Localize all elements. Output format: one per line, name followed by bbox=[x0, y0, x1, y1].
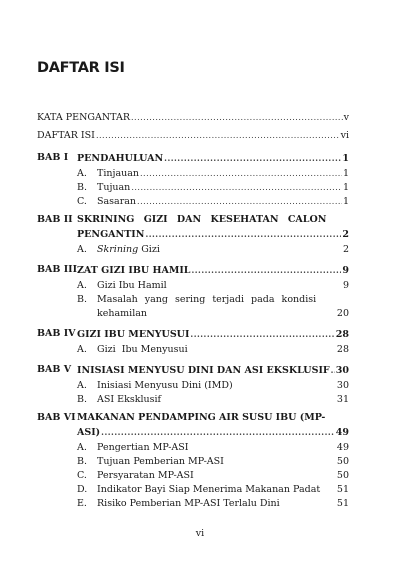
chapter-page: 30 bbox=[335, 365, 349, 376]
section-page: 31 bbox=[336, 394, 349, 405]
chapter-page: 9 bbox=[342, 265, 349, 276]
chapter-title: ZAT GIZI IBU HAMIL bbox=[77, 265, 191, 276]
chapter-title: INISIASI MENYUSU DINI DAN ASI EKSKLUSIF bbox=[77, 365, 330, 376]
toc-section bbox=[97, 168, 349, 180]
section-title: Risiko Pemberian MP-ASI Terlalu Dini bbox=[97, 498, 280, 509]
section-title: Tinjauan bbox=[97, 168, 140, 179]
toc-chapter-3 bbox=[77, 264, 349, 277]
section-page: 50 bbox=[336, 470, 349, 481]
leader-dots bbox=[131, 182, 342, 194]
chapter-title: PENDAHULUAN bbox=[77, 153, 164, 164]
section-letter: A. bbox=[77, 380, 87, 391]
toc-section bbox=[97, 470, 349, 482]
section-title: Persyaratan MP-ASI bbox=[97, 470, 194, 481]
leader-dots bbox=[331, 364, 335, 376]
toc-section bbox=[97, 280, 349, 292]
toc-chapter-2 bbox=[77, 228, 349, 241]
section-letter: A. bbox=[77, 280, 87, 291]
chapter-number: BAB I bbox=[37, 152, 69, 163]
section-title: Tujuan bbox=[97, 182, 131, 193]
section-title: Inisiasi Menyusu Dini (IMD) bbox=[97, 380, 233, 391]
section-title-line2: kehamilan bbox=[97, 308, 148, 319]
section-title: Skrining Gizi bbox=[97, 244, 160, 255]
leader-dots bbox=[145, 228, 341, 240]
section-page: 1 bbox=[342, 182, 349, 193]
section-title: Indikator Bayi Siap Menerima Makanan Padat bbox=[97, 484, 321, 495]
chapter-number: BAB II bbox=[37, 214, 73, 225]
toc-section bbox=[97, 456, 349, 468]
section-letter: C. bbox=[77, 470, 87, 481]
section-page: 9 bbox=[342, 280, 349, 291]
chapter-number: BAB III bbox=[37, 264, 78, 275]
toc-entry-label: KATA PENGANTAR bbox=[37, 112, 130, 123]
section-title-line1: Masalah yang sering terjadi pada kondisi bbox=[97, 294, 317, 305]
section-letter: A. bbox=[77, 244, 87, 255]
section-title: Tujuan Pemberian MP-ASI bbox=[97, 456, 224, 467]
chapter-title: GIZI IBU MENYUSUI bbox=[77, 329, 190, 340]
section-title: Gizi Ibu Menyusui bbox=[97, 344, 188, 355]
toc-section bbox=[97, 196, 349, 208]
toc-entry-kata-pengantar bbox=[37, 112, 349, 124]
chapter-number: BAB VI bbox=[37, 412, 76, 423]
toc-section bbox=[97, 182, 349, 194]
section-letter: B. bbox=[77, 394, 88, 405]
chapter-title-line1: MAKANAN PENDAMPING AIR SUSU IBU (MP- bbox=[77, 412, 326, 423]
leader-dots bbox=[101, 426, 335, 438]
toc-entry-page: vi bbox=[340, 130, 349, 141]
section-title: Pengertian MP-ASI bbox=[97, 442, 189, 453]
chapter-title-line2: ASI) bbox=[77, 427, 101, 438]
section-letter: E. bbox=[77, 498, 87, 509]
chapter-title-line1: SKRINING GIZI DAN KESEHATAN CALON bbox=[77, 214, 327, 225]
toc-section bbox=[97, 344, 349, 356]
chapter-page: 28 bbox=[335, 329, 349, 340]
toc-section bbox=[97, 244, 349, 256]
section-page: 1 bbox=[342, 168, 349, 179]
chapter-page: 2 bbox=[342, 229, 349, 240]
section-page: 1 bbox=[342, 196, 349, 207]
chapter-page: 1 bbox=[342, 153, 349, 164]
toc-entry-label: DAFTAR ISI bbox=[37, 130, 95, 141]
toc-chapter-4 bbox=[77, 328, 349, 341]
toc-section bbox=[97, 308, 349, 320]
toc-section bbox=[97, 498, 349, 510]
page-number: vi bbox=[195, 528, 205, 539]
leader-dots bbox=[137, 196, 342, 208]
toc-chapter-6 bbox=[77, 426, 349, 439]
section-page: 51 bbox=[336, 484, 349, 495]
toc-entry-daftar-isi bbox=[37, 130, 349, 142]
chapter-number: BAB V bbox=[37, 364, 72, 375]
chapter-number: BAB IV bbox=[37, 328, 76, 339]
leader-dots bbox=[190, 328, 334, 340]
section-letter: A. bbox=[77, 168, 87, 179]
leader-dots bbox=[191, 264, 341, 276]
toc-section bbox=[97, 380, 349, 392]
page-title: DAFTAR ISI bbox=[37, 60, 125, 76]
section-letter: B. bbox=[77, 182, 88, 193]
section-letter: C. bbox=[77, 196, 87, 207]
section-page: 2 bbox=[342, 244, 349, 255]
section-page: 49 bbox=[336, 442, 349, 453]
leader-dots bbox=[131, 112, 343, 124]
leader-dots bbox=[140, 168, 342, 180]
section-page: 30 bbox=[336, 380, 349, 391]
section-title: ASI Eksklusif bbox=[97, 394, 162, 405]
section-letter: B. bbox=[77, 294, 88, 305]
section-letter: D. bbox=[77, 484, 88, 495]
section-letter: A. bbox=[77, 442, 87, 453]
toc-section bbox=[97, 484, 349, 496]
toc-chapter-1 bbox=[77, 152, 349, 165]
section-title: Gizi Ibu Hamil bbox=[97, 280, 167, 291]
toc-section bbox=[97, 394, 349, 406]
section-page: 50 bbox=[336, 456, 349, 467]
section-page: 51 bbox=[336, 498, 349, 509]
chapter-page: 49 bbox=[335, 427, 349, 438]
section-letter: B. bbox=[77, 456, 88, 467]
toc-section bbox=[97, 442, 349, 454]
leader-dots bbox=[164, 152, 341, 164]
section-page: 28 bbox=[336, 344, 349, 355]
section-letter: A. bbox=[77, 344, 87, 355]
leader-dots bbox=[96, 130, 340, 142]
chapter-title-line2: PENGANTIN bbox=[77, 229, 145, 240]
section-title: Sasaran bbox=[97, 196, 137, 207]
toc-entry-page: v bbox=[343, 112, 349, 123]
toc-chapter-5 bbox=[77, 364, 349, 377]
section-page: 20 bbox=[336, 308, 349, 319]
